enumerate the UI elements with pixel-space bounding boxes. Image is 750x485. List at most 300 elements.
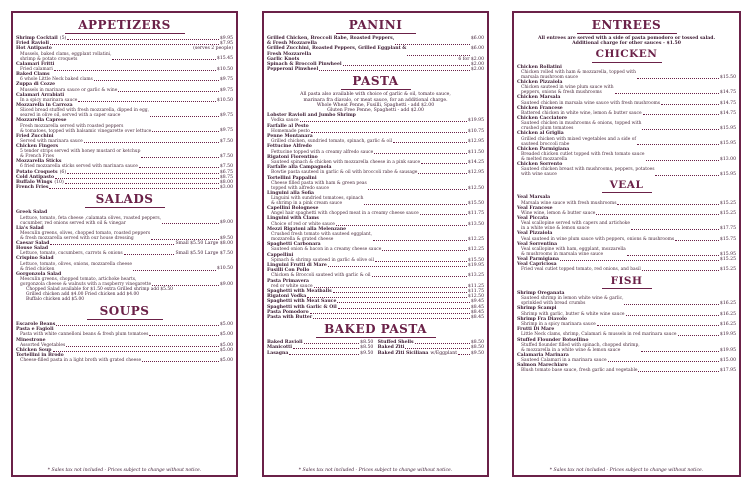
soups-heading: SOUPS [16, 302, 233, 320]
soups-list [16, 322, 233, 364]
menu-item-price: $8.75 [219, 174, 233, 180]
menu-item [16, 82, 233, 92]
menu-item-name: Zuppa di Cozze [16, 82, 56, 88]
menu-item-name: Lobster Ravioli and Jumbo Shrimp [267, 113, 356, 119]
menu-item-name: Farfalle al Pesto [267, 123, 309, 129]
menu-item-description: Sliced bread stuffed with fresh mozzarella, dipped in egg, seared in olive oil, served with a caper sauce [20, 108, 149, 119]
menu-item [517, 242, 736, 257]
leader-dots [642, 121, 718, 130]
menu-item-qty: (6) [59, 169, 67, 175]
leader-dots [627, 247, 719, 256]
menu-item [16, 256, 233, 271]
entrees-note-1: All entrees are served with a side of pasta pomodoro or tossed salad. [537, 36, 716, 41]
leader-dots [642, 267, 719, 271]
menu-item-name: Manicotti [267, 345, 292, 351]
menu-item-price: $15.45 [216, 56, 233, 62]
menu-item [267, 46, 484, 56]
menu-item-price: $9.75 [219, 77, 233, 83]
leader-dots [368, 181, 467, 190]
menu-item-name: Veal Francese [517, 205, 553, 211]
menu-item-description: Crushed fresh tomato with sauteed eggplant, mozzarella & grated cheese [271, 232, 373, 243]
menu-item-description: Little Neck clams, shrimp, Calamari & mussels in red marinara sauce [521, 332, 677, 338]
menu-item [517, 195, 736, 205]
menu-item-description: Lettuce, tomato, olives, onions, mozzarella cheese & fried chicken [20, 261, 132, 272]
menu-item [16, 62, 233, 72]
menu-item-name: Chicken Marsala [517, 95, 561, 101]
menu-item-name: Calamaria Marinara [517, 352, 569, 358]
menu-item-description: Fried calamari [20, 66, 53, 72]
leader-dots [55, 175, 219, 179]
menu-item-description: Chicken rolled with ham & mozzarella, topped with marsala mushroom sauce [521, 70, 636, 81]
leader-dots [124, 251, 175, 255]
leader-dots [313, 315, 470, 319]
leader-dots [646, 152, 719, 161]
menu-item-price: $6.00 [470, 36, 484, 41]
menu-item [517, 106, 736, 116]
tax-notice: * Sales tax not included - Prices subject to change without notice. [298, 468, 453, 473]
pasta-note-2: marinara fra diavalo, or meat sauce, for an additional charge. [303, 97, 448, 103]
menu-item [267, 253, 484, 263]
chicken-list [517, 65, 736, 177]
leader-dots [364, 196, 466, 205]
leader-dots [405, 345, 469, 349]
menu-item-description: Sauteed chicken in mushrooms & onions, topped with crushed plum tomatoes [521, 121, 642, 132]
menu-item-description: Veal scallopine served with capers and artichoke in a white wine & lemon sauce [521, 221, 630, 232]
menu-item [517, 95, 736, 105]
menu-item-name: Minestrone [16, 337, 46, 343]
menu-item-description: Pasta with white cannelloni beans & fresh plum tomatoes [20, 332, 149, 338]
leader-dots [49, 185, 218, 189]
leader-dots [139, 164, 219, 168]
leader-dots [133, 262, 216, 271]
menu-item-price: $10.75 [467, 128, 484, 134]
leader-dots [624, 296, 718, 305]
menu-item-name: Garlic Knots [267, 56, 300, 62]
menu-item-price: $10.50 [216, 66, 233, 72]
menu-item-name: Caesar Salad [16, 240, 50, 246]
menu-item [517, 131, 736, 146]
menu-item [16, 210, 233, 225]
menu-item-name: Farfalle alla Campagnola [267, 165, 332, 171]
menu-item-price: Small $5.50 Large $7.50 [175, 251, 233, 257]
leader-dots [300, 118, 467, 122]
leader-dots [56, 322, 219, 326]
menu-panel-appetizers-salads-soups [11, 11, 238, 477]
menu-item-name: Pasta e Fagioli [16, 327, 54, 333]
leader-dots [150, 108, 219, 117]
leader-dots [336, 222, 467, 226]
menu-item-name: Veal Parmigiana [517, 257, 559, 263]
leader-dots [338, 305, 470, 309]
leader-dots [151, 231, 219, 240]
menu-item [16, 118, 233, 133]
menu-item-qty: w/Eggplant [430, 350, 458, 356]
salad-addon-line: Chopped Salad available for $1.50 extra Grilled shrimp add $5.50 [26, 286, 173, 292]
menu-item-name: Spaghetti with Meat Sauce [267, 299, 337, 305]
menu-item-price: $7.50 [219, 164, 233, 170]
menu-item-price: $12.25 [467, 236, 484, 242]
menu-item-price: $13.50 [467, 221, 484, 227]
menu-item-qty: (5) [59, 36, 67, 41]
menu-item [517, 147, 736, 162]
menu-item-price: $9.50 [219, 235, 233, 241]
menu-item-description: Chicken sauteed in wine plum sauce with peppers, onions & fresh mushrooms [521, 85, 614, 96]
menu-item [267, 165, 484, 175]
leader-dots [67, 36, 219, 40]
menu-item-price: $12.50 [467, 185, 484, 191]
menu-panel-panini-pasta [262, 11, 489, 477]
pasta-note-1: All pasta also available with choice of garlic & oil, tomato sauce, [300, 92, 451, 98]
leader-dots [84, 139, 219, 143]
menu-item-name: Pasta Primavera [267, 278, 310, 284]
menu-item-name: Veal Piccata [517, 216, 549, 222]
menu-item [517, 353, 736, 363]
menu-item-description: Grilled chicken with mixed vegetables and a side of sauteed broccoli rabe [521, 136, 636, 147]
menu-item [517, 206, 736, 216]
menu-item-description: Breaded chicken cutlet topped with fresh tomato sauce & melted mozzarella [521, 151, 645, 162]
menu-item [517, 262, 736, 272]
menu-item-name: Chicken Francese [517, 105, 563, 111]
menu-item-price: $8.00 [219, 180, 233, 186]
menu-item [267, 36, 484, 46]
menu-item-qty: (serves 2 people) [193, 46, 233, 52]
menu-item-name: Veal Capriciosa [517, 262, 557, 268]
menu-item-description: Chicken & Broccoli sauteed with garlic & oil [271, 273, 371, 279]
menu-item-price: $11.75 [467, 288, 484, 294]
menu-item-price: $13.25 [467, 273, 484, 279]
menu-item-name: Fried Ravioli [16, 41, 49, 47]
menu-item-description: Linguini with sundried tomatoes, spinach & shrimp in a pink cream sauce [271, 196, 364, 207]
pasta-list [267, 113, 484, 320]
leader-dots [304, 340, 360, 344]
menu-item-price: $8.45 [470, 314, 484, 320]
panini-list [267, 36, 484, 72]
menu-item-description: Stuffed flounder filled with spinach, chopped shrimp, & mozzarella in a white wine & lemon sauce [521, 342, 640, 353]
menu-item-price: $14.75 [719, 110, 736, 116]
menu-item-name: Chicken Parmigiana [517, 146, 570, 152]
leader-dots [407, 46, 469, 55]
leader-dots [373, 232, 467, 241]
menu-item-price: $16.25 [719, 321, 736, 327]
leader-dots [289, 351, 359, 355]
menu-item-description: Sauteed onion & bacon in a creamy cheese sauce [271, 247, 382, 253]
leader-dots [615, 85, 719, 94]
leader-dots [67, 170, 219, 174]
leader-dots [395, 36, 469, 45]
pasta-note-3: Whole Wheat Penne, Fusilli, Spaghetti - add $2.00 [316, 102, 435, 108]
menu-item-description: Served with marinara sauce [20, 138, 83, 144]
menu-item-name: Baked Ravioli [267, 340, 303, 346]
leader-dots [311, 129, 467, 133]
menu-item-price: $19.95 [719, 347, 736, 353]
menu-item-price: $9.45 [470, 299, 484, 305]
menu-item-name: Gorgonzola Salad [16, 271, 62, 277]
leader-dots [420, 211, 467, 215]
menu-item-price: $14.25 [467, 160, 484, 166]
menu-item-price: $5.00 [219, 332, 233, 338]
leader-dots [675, 237, 719, 241]
menu-item-price: $6.75 [219, 169, 233, 175]
leader-dots [458, 351, 470, 355]
menu-item-description: Cheese filled pasta with ham & green peas topped with alfredo sauce [271, 180, 367, 191]
salad-addon-line: Buffalo chicken add $5.00 [26, 296, 85, 302]
menu-item-name: Shrimp Fra Diavolo [517, 316, 567, 322]
menu-item [267, 155, 484, 165]
leader-dots [608, 358, 719, 362]
menu-item-description: red or white sauce [271, 283, 313, 289]
menu-item-name: French Fries [16, 185, 49, 191]
menu-item-description: Mesculin greens, olives, chopped tomato, roasted peppers & fresh mozzarella served with our house dressing [20, 230, 151, 241]
leader-dots [142, 358, 219, 362]
menu-item-description: Vodka sauce [271, 118, 299, 124]
menu-item-price: $14.75 [719, 90, 736, 96]
menu-item-description: Cheese-filled pasta in a light broth with grated cheese [20, 358, 142, 364]
tax-notice: * Sales tax not included - Prices subject to change without notice. [47, 468, 202, 473]
menu-item-price: $17.75 [719, 226, 736, 232]
menu-item-name: Spinach & Broccoli Pinwheel [267, 62, 342, 68]
menu-item-description: Veal scallopine with ham, eggplant, mozzarella & mushrooms in marsala wine sauce [521, 247, 626, 258]
menu-item-price: $15.75 [719, 236, 736, 242]
menu-item-price: $15.95 [719, 141, 736, 147]
leader-dots [310, 310, 470, 314]
menu-item-price: $9.75 [219, 128, 233, 134]
menu-item-name: Pasta with Butter [267, 314, 313, 320]
menu-item-name: Lia's Salad [16, 225, 44, 231]
leader-dots [637, 70, 719, 79]
leader-dots [661, 101, 719, 105]
menu-item-description: Homemade pesto [271, 128, 310, 134]
leader-dots [94, 77, 219, 81]
appetizers-list [16, 36, 233, 190]
leader-dots [319, 67, 470, 71]
menu-item-name: Fried Zucchini [16, 133, 54, 139]
menu-item [517, 231, 736, 241]
menu-item-description: Fried veal cutlet topped tomato, red onions, and basil [521, 267, 641, 273]
menu-item [517, 80, 736, 95]
salads-heading: SALADS [16, 190, 233, 208]
menu-item-price: $12.50 [467, 294, 484, 300]
leader-dots [643, 111, 719, 115]
leader-dots [596, 211, 719, 215]
menu-item-description: Mesculin greens, chopped tomato, artichoke hearts, gorgonzola cheese & walnuts with a raspberry vinegarette [20, 276, 152, 287]
menu-item-price: $16.25 [719, 311, 736, 317]
menu-item [267, 227, 484, 242]
menu-item [267, 113, 484, 123]
menu-item [16, 72, 233, 82]
menu-item-name: Crispino Salad [16, 256, 54, 262]
menu-item-description: Mussels, baked clams, eggplant rollatini, shrimp & potato croquets [20, 51, 112, 62]
menu-item-name: Fettucine Alfredo [267, 144, 312, 150]
menu-item-description: Spinach & shrimp sauteed in garlic & olive oil [271, 257, 374, 263]
leader-dots [415, 340, 470, 344]
menu-item-price: $15.25 [719, 200, 736, 206]
menu-item-price: $8.50 [360, 345, 374, 351]
menu-item [16, 134, 233, 144]
menu-item-name: Spaghetti with Meatballs [267, 288, 332, 294]
menu-item-name: Shrimp Scampi [517, 306, 557, 312]
leader-dots [418, 170, 467, 174]
menu-item-price: $15.25 [719, 257, 736, 263]
menu-item-description: 5 tender strips served with honey mustard or ketchup & French Fries [20, 149, 141, 160]
menu-item-name: Chicken Fingers [16, 144, 59, 150]
menu-item-price: $12.95 [467, 170, 484, 176]
menu-item-price: $8.50 [360, 340, 374, 346]
leader-dots [393, 139, 467, 143]
menu-item [517, 363, 736, 373]
menu-item-price: $7.50 [219, 138, 233, 144]
menu-item-price: $15.25 [719, 211, 736, 217]
pasta-note-4: Gluten Free Penne, Spaghetti - add $2.00 [327, 108, 424, 114]
menu-item-name: Chicken Sorrento [517, 161, 563, 167]
menu-item-description: Blush tomato base sauce, fresh garlic and vegetable [521, 368, 638, 374]
menu-item-price: $19.95 [719, 332, 736, 338]
menu-item-price: $11.50 [467, 149, 484, 155]
menu-item [16, 353, 233, 363]
menu-item-price: $5.00 [219, 347, 233, 353]
leader-dots [307, 294, 467, 298]
menu-item-name: Calamari Fritti [16, 61, 55, 67]
menu-item-price: $9.00 [219, 220, 233, 226]
menu-item-name: Penne Montanara [267, 134, 313, 140]
leader-dots [597, 322, 719, 326]
menu-item-price: $15.00 [719, 358, 736, 363]
menu-item [16, 144, 233, 159]
menu-item-price: $2.00 [470, 67, 484, 73]
menu-item-name: Potato Croquets [16, 169, 58, 175]
menu-item-price: $5.00 [219, 342, 233, 348]
menu-item [267, 216, 484, 226]
baked-pasta-heading: BAKED PASTA [267, 320, 484, 338]
menu-item-name: Spaghetti with Garlic & Oil [267, 304, 337, 310]
menu-item-name: Capellini Bolognese [267, 206, 319, 212]
leader-dots [50, 241, 174, 245]
menu-item-price: $15.25 [719, 267, 736, 273]
menu-item-name: Linguini alla Sofia [267, 190, 315, 196]
menu-item [517, 327, 736, 337]
menu-item-name: Lasagna [267, 350, 289, 356]
menu-item-description: Mussels in marinara sauce or garlic & wine [20, 87, 118, 93]
menu-item-name: Veal Marsala [517, 195, 551, 201]
menu-item-name: Chicken Soup [16, 347, 52, 353]
leader-dots [374, 150, 467, 154]
menu-item-name: Rigatoni Fiorentino [267, 154, 318, 160]
menu-item-name: Fusilli Con Pollo [267, 268, 310, 274]
leader-dots [152, 124, 219, 133]
menu-item-price: $12.25 [467, 247, 484, 253]
leader-dots [328, 263, 467, 267]
leader-dots [65, 180, 219, 184]
entrees-note-2: Additional charge for other sauces - $1.50 [572, 41, 681, 47]
menu-item-description: Sauteed shrimp in lemon white wine & garlic, sprinkled with bread crumbs [521, 296, 624, 307]
leader-dots [631, 221, 719, 230]
menu-item-name: Tortellini in Brodo [16, 353, 64, 359]
panini-heading: PANINI [267, 16, 484, 34]
menu-item-description: 6 fried mozzarella sticks served with marinara sauce [20, 164, 138, 170]
menu-item-description: Lettuce, tomato, cucumbers, carrots & onions [20, 251, 123, 257]
menu-item-price: $17.95 [719, 368, 736, 374]
menu-item-name: Shrimp Cocktail [16, 36, 58, 41]
menu-item [16, 46, 233, 61]
menu-item-description: Battered chicken in white wine, lemon & butter sauce [521, 110, 642, 116]
menu-item-name: Grilled Chicken, Broccoli Rabe, Roasted Peppers, & Fresh Mozzarella [267, 36, 395, 47]
menu-item-price: $9.50 [360, 350, 374, 356]
menu-item [16, 246, 233, 256]
menu-item-name: Mezzi Rigatoni alla Melenzane [267, 226, 347, 232]
menu-item [267, 191, 484, 206]
menu-item [517, 65, 736, 80]
menu-item-name: Cold Antipasto [16, 174, 55, 180]
menu-item-name: Linguini with Clams [267, 216, 319, 222]
leader-dots [343, 62, 470, 66]
leader-dots [50, 41, 219, 45]
menu-item [16, 327, 233, 337]
menu-item-description: Sauteed chicken in marsala wine sauce with fresh mushrooms [521, 100, 661, 106]
menu-item [16, 93, 233, 103]
menu-item-description: Shrimp with garlic, butter & white wine sauce [521, 311, 625, 317]
leader-dots [149, 332, 218, 336]
menu-item-description: In a spicy marinara sauce [20, 98, 78, 104]
menu-item-description: Choice of red or white sauce [271, 221, 335, 227]
pasta-heading: PASTA [267, 72, 484, 90]
menu-item-description: Sauteed Calamari in a marinara sauce [521, 358, 607, 363]
menu-item-price: $3.00 [219, 185, 233, 191]
menu-item-price: $10.50 [216, 98, 233, 104]
menu-item-price: $13.00 [719, 156, 736, 162]
menu-item-price: $9.00 [219, 281, 233, 287]
leader-dots [641, 343, 719, 352]
leader-dots [655, 167, 718, 176]
menu-item-description: Sauteed chicken breast with mushrooms, peppers, potatoes with wine sauce [521, 166, 655, 177]
entrees-heading: ENTREES [517, 16, 736, 34]
fish-heading: FISH [517, 273, 736, 290]
salad-addons [16, 287, 233, 302]
veal-heading: VEAL [517, 177, 736, 194]
leader-dots [333, 289, 467, 293]
menu-item-price: Small $5.50 Large $8.00 [175, 240, 233, 246]
salads-list [16, 210, 233, 286]
menu-item-price: $12.95 [467, 139, 484, 145]
leader-dots [293, 345, 359, 349]
leader-dots [78, 98, 216, 102]
menu-item-name: Mozzarella in Carroza [16, 103, 73, 109]
menu-item [267, 279, 484, 289]
menu-item-price: $15.50 [467, 257, 484, 263]
menu-item-price: $9.95 [219, 36, 233, 41]
menu-item-name: Linguini Frutti di Mare [267, 262, 327, 268]
menu-item-price: $15.95 [719, 126, 736, 132]
menu-item-name: Stuffed Shells [377, 340, 414, 346]
menu-item [267, 351, 373, 356]
menu-item-name: Rigatoni Vodka [267, 294, 307, 300]
menu-item-price: $7.50 [219, 154, 233, 160]
menu-item-name: Tortellini Pappalini [267, 175, 317, 181]
menu-item-name: Chicken Rollatini [517, 64, 562, 70]
menu-item-name: Mozzarella Sticks [16, 159, 62, 165]
menu-item [267, 176, 484, 191]
menu-item-name: Chicken Cacciatore [517, 116, 568, 122]
menu-item-price: $15.95 [719, 171, 736, 177]
menu-item [378, 351, 484, 356]
fish-list [517, 291, 736, 373]
menu-item-name: House Salad [16, 246, 49, 252]
baked-pasta-grid [267, 340, 484, 356]
menu-item [16, 103, 233, 118]
leader-dots [678, 332, 719, 336]
menu-item-description: Shrimp in a spicy marinara sauce [521, 321, 596, 327]
chicken-heading: CHICKEN [517, 46, 736, 63]
appetizers-heading: APPETIZERS [16, 16, 233, 34]
menu-item-price: $15.95 [719, 251, 736, 257]
